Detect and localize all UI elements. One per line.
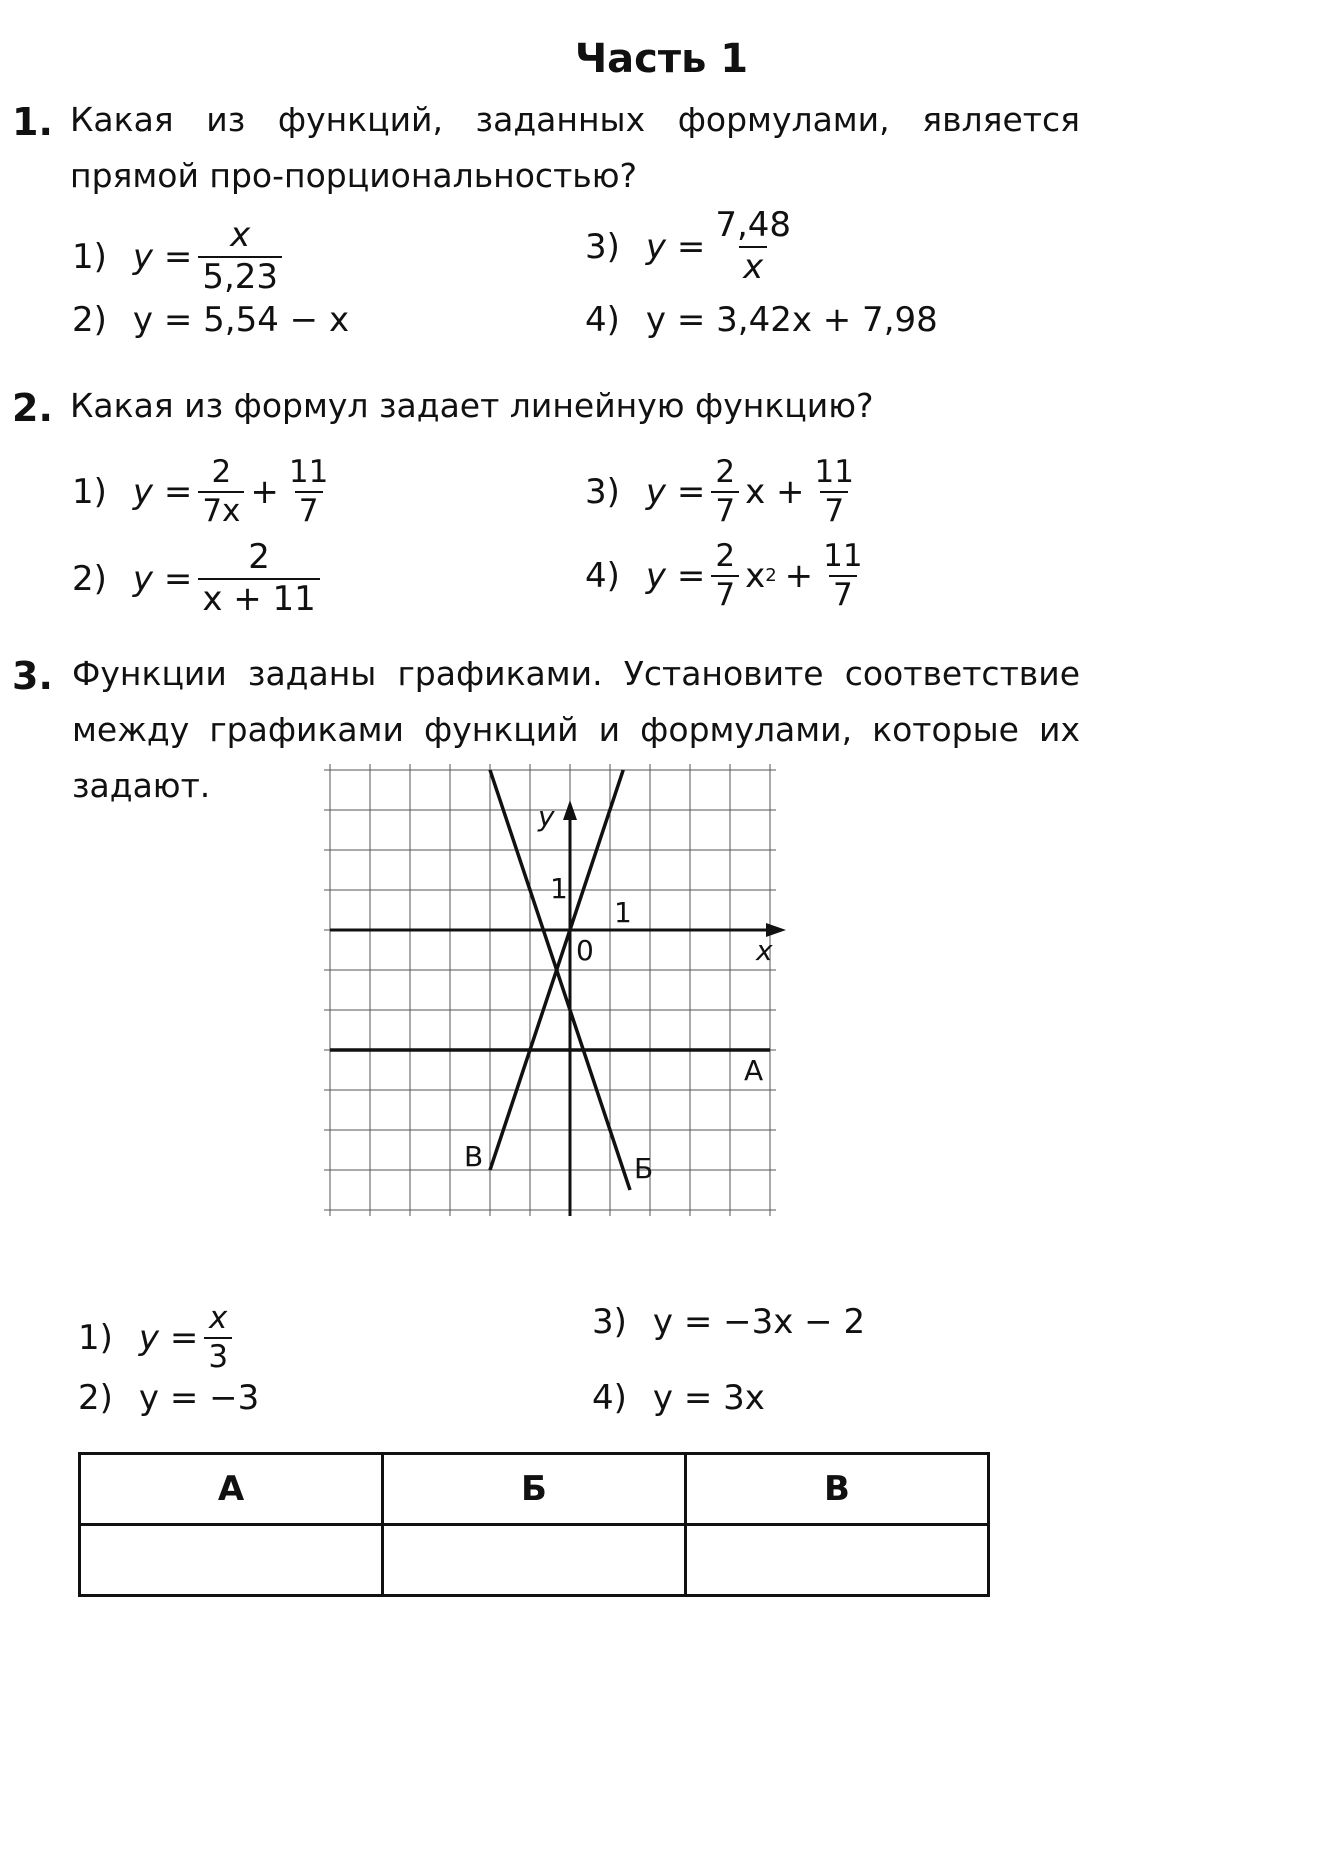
- q1-option-3: [585, 205, 801, 287]
- option-lhs: y =: [138, 1317, 199, 1358]
- function-graph: [310, 760, 800, 1270]
- option-number: 3): [592, 1302, 627, 1342]
- answer-header-b: Б: [383, 1454, 686, 1525]
- fraction-denominator: 5,23: [198, 256, 282, 296]
- fraction-denominator: x: [739, 246, 767, 286]
- option-middle: x: [745, 555, 766, 596]
- line-label-v: В: [464, 1140, 484, 1173]
- fraction-numerator: 2: [715, 538, 736, 574]
- answer-cell-b[interactable]: [383, 1525, 686, 1596]
- option-lhs: y =: [645, 226, 706, 267]
- option-fraction: [198, 537, 320, 619]
- question-2-number: 2.: [12, 386, 53, 430]
- question-2-text: Какая из формул задает линейную функцию?: [70, 386, 874, 425]
- x-axis-label: x: [756, 934, 773, 967]
- option-number: 4): [592, 1378, 627, 1418]
- option-fraction: [198, 215, 282, 297]
- option-expression: y = −3x − 2: [652, 1302, 866, 1342]
- option-expression: y = −3: [138, 1378, 260, 1418]
- q2-option-2: [72, 537, 326, 619]
- answer-cell-v[interactable]: [686, 1525, 989, 1596]
- q3-option-2: [78, 1378, 259, 1418]
- option-fraction-2: [285, 456, 332, 527]
- fraction-denominator: 7: [820, 491, 848, 528]
- option-middle: x +: [745, 471, 805, 512]
- option-fraction: [204, 1302, 232, 1373]
- fraction-numerator: 11: [288, 454, 329, 490]
- q2-option-1: [72, 456, 338, 527]
- q3-option-3: [592, 1302, 865, 1342]
- option-lhs: y =: [132, 236, 193, 277]
- y-axis-label: y: [538, 800, 555, 833]
- fraction-numerator: x: [230, 215, 251, 255]
- fraction-denominator: 7x: [198, 491, 244, 528]
- q2-option-3: [585, 456, 864, 527]
- option-number: 2): [72, 300, 107, 340]
- option-expression: y = 3,42x + 7,98: [645, 300, 938, 340]
- option-number: 1): [72, 236, 107, 277]
- option-number: 3): [585, 226, 620, 267]
- answer-table-header-row: [80, 1454, 989, 1525]
- graph-line-2: [490, 770, 630, 1190]
- question-3-text: Функции заданы графиками. Установите соответствие между графиками функций и формулами, которые их задают.: [72, 654, 1080, 805]
- fraction-denominator: x + 11: [198, 578, 320, 618]
- option-number: 4): [585, 300, 620, 340]
- option-number: 4): [585, 555, 620, 596]
- answer-cell-a[interactable]: [80, 1525, 383, 1596]
- option-number: 3): [585, 471, 620, 512]
- answer-header-a: А: [80, 1454, 383, 1525]
- question-3-number: 3.: [12, 654, 53, 698]
- option-fraction-1: [198, 456, 244, 527]
- q2-option-4: [585, 540, 873, 611]
- axes: [330, 800, 786, 1216]
- option-fraction-1: [711, 456, 739, 527]
- fraction-denominator: 7: [295, 491, 323, 528]
- option-fraction: [711, 205, 795, 287]
- option-lhs: y =: [132, 471, 193, 512]
- question-1-text: Какая из функций, заданных формулами, является прямой про-порциональностью?: [70, 100, 1080, 195]
- exponent: 2: [765, 565, 777, 587]
- question-1-number: 1.: [12, 100, 53, 144]
- q1-option-1: [72, 215, 288, 297]
- origin-label: 0: [576, 934, 594, 967]
- option-number: 1): [78, 1317, 113, 1358]
- option-expression: y = 3x: [652, 1378, 765, 1418]
- fraction-numerator: x: [209, 1300, 228, 1336]
- line-label-a: А: [744, 1054, 764, 1087]
- x-tick-one: 1: [614, 896, 632, 929]
- plus-sign: +: [784, 555, 814, 596]
- q1-option-2: [72, 300, 349, 340]
- q1-option-4: [585, 300, 938, 340]
- graph-lines: [330, 770, 770, 1190]
- y-tick-one: 1: [550, 872, 568, 905]
- graph-labels: [464, 800, 773, 1185]
- option-fraction-2: [810, 456, 857, 527]
- fraction-denominator: 7: [711, 575, 739, 612]
- plus-sign: +: [250, 471, 279, 512]
- answer-table-input-row: [80, 1525, 989, 1596]
- answer-header-v: В: [686, 1454, 989, 1525]
- fraction-numerator: 11: [814, 454, 854, 490]
- option-number: 2): [78, 1378, 113, 1418]
- fraction-numerator: 11: [823, 538, 863, 574]
- fraction-denominator: 7: [711, 491, 739, 528]
- q3-option-1: [78, 1302, 238, 1373]
- answer-table: [78, 1452, 990, 1597]
- line-label-b: Б: [634, 1152, 654, 1185]
- fraction-numerator: 2: [715, 454, 736, 490]
- option-number: 1): [72, 471, 107, 512]
- option-expression: y = 5,54 − x: [132, 300, 350, 340]
- option-fraction-2: [819, 540, 866, 611]
- option-lhs: y =: [645, 471, 706, 512]
- fraction-numerator: 2: [211, 454, 232, 490]
- fraction-denominator: 7: [829, 575, 857, 612]
- option-number: 2): [72, 558, 107, 599]
- option-fraction-1: [711, 540, 739, 611]
- fraction-numerator: 2: [248, 537, 270, 577]
- q3-option-4: [592, 1378, 765, 1418]
- fraction-denominator: 3: [204, 1337, 232, 1374]
- fraction-numerator: 7,48: [715, 205, 792, 245]
- option-lhs: y =: [645, 555, 706, 596]
- page-title: Часть 1: [574, 36, 749, 82]
- option-lhs: y =: [132, 558, 193, 599]
